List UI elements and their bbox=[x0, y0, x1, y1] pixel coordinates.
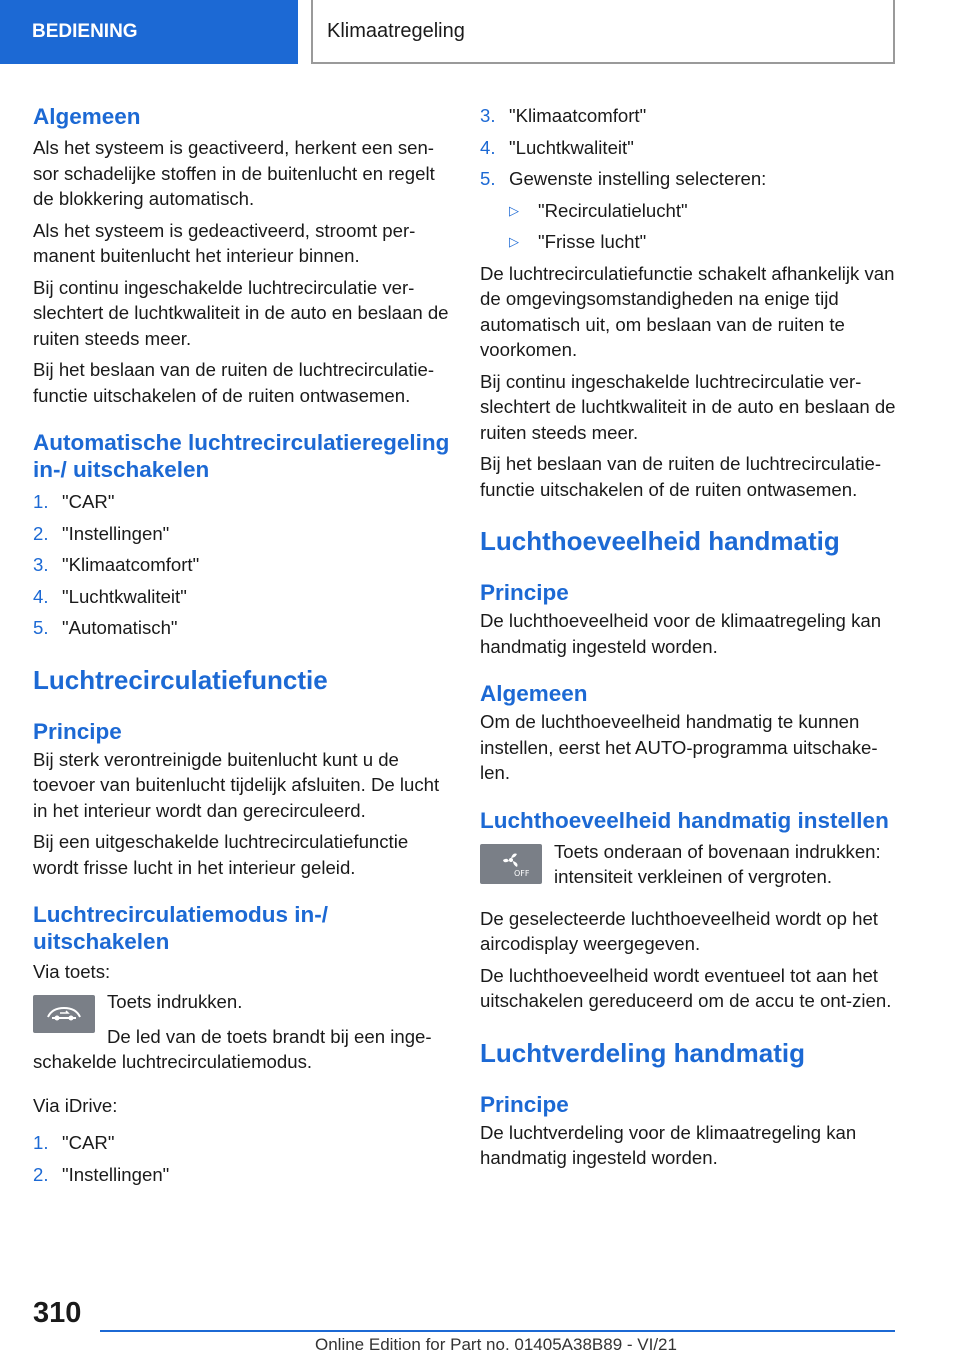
list-number: 1. bbox=[33, 491, 49, 512]
paragraph: Via iDrive: bbox=[33, 1094, 118, 1116]
paragraph: De luchtrecirculatiefunctie schakelt afhankelijk van de omgevingsomstandigheden na enige tijd automatisch uit, om beslaan van de ruiten te voorkomen. bbox=[480, 262, 895, 360]
heading-automatische: Automatische luchtrecirculatieregeling in-/ uitschakelen bbox=[33, 430, 450, 482]
key-text bbox=[554, 842, 896, 890]
steps-list bbox=[33, 489, 451, 641]
page-number: 310 bbox=[33, 1297, 82, 1329]
paragraph: Bij continu ingeschakelde luchtrecirculatie ver-slechtert de luchtkwaliteit in de auto en beslaan de ruiten steeds meer. bbox=[480, 370, 896, 443]
heading-principe: Principe bbox=[480, 1091, 569, 1117]
left-column bbox=[33, 100, 451, 1187]
triangle-bullet-icon: ▷ bbox=[509, 234, 519, 249]
list-text: "Frisse lucht" bbox=[538, 231, 647, 252]
right-column bbox=[480, 100, 896, 1171]
paragraph: Om de luchthoeveelheid handmatig te kunnen instellen, eerst het AUTO-programma uitschake-len. bbox=[480, 711, 878, 783]
sub-list-item bbox=[509, 229, 896, 255]
steps-list bbox=[33, 1130, 451, 1187]
list-item bbox=[480, 103, 896, 129]
paragraph: Bij sterk verontreinigde buitenlucht kunt u de toevoer van buitenlucht tijdelijk afsluiten. De lucht in het interieur wordt dan gerecirculeerd. bbox=[33, 748, 440, 821]
list-text: "CAR" bbox=[62, 491, 115, 512]
list-number: 3. bbox=[33, 554, 49, 575]
paragraph: De luchtverdeling voor de klimaatregeling kan handmatig ingesteld worden. bbox=[480, 1121, 857, 1168]
key-off-label: OFF bbox=[514, 868, 530, 878]
paragraph: Als het systeem is gedeactiveerd, stroomt per-manent buitenlucht het interieur binnen. bbox=[33, 219, 416, 266]
list-number: 2. bbox=[33, 522, 49, 544]
footer-edition: Online Edition for Part no. 01405A38B89 - VI/21 bbox=[315, 1335, 677, 1354]
heading-instellen: Luchthoeveelheid handmatig instellen bbox=[480, 807, 889, 833]
paragraph: Via toets: bbox=[33, 961, 111, 982]
list-item bbox=[33, 521, 451, 547]
heading-luchthoeveelheid: Luchthoeveelheid handmatig bbox=[480, 526, 840, 556]
paragraph: Bij het beslaan van de ruiten de luchtrecirculatie-functie uitschakelen of de ruiten ontwasemen. bbox=[33, 359, 435, 406]
paragraph: De luchthoeveelheid voor de klimaatregeling kan handmatig ingesteld worden. bbox=[480, 610, 882, 657]
list-number: 5. bbox=[480, 168, 496, 189]
list-item bbox=[33, 1130, 451, 1156]
list-text: "Instellingen" bbox=[62, 1163, 170, 1185]
list-text: "Klimaatcomfort" bbox=[62, 554, 200, 575]
list-text: "Klimaatcomfort" bbox=[509, 105, 647, 126]
list-item bbox=[33, 1162, 451, 1188]
heading-principe: Principe bbox=[480, 580, 569, 605]
list-number: 1. bbox=[33, 1132, 49, 1153]
list-number: 4. bbox=[33, 585, 49, 607]
heading-principe: Principe bbox=[33, 718, 122, 744]
heading-luchtrecirculatiefunctie: Luchtrecirculatiefunctie bbox=[33, 664, 328, 695]
sub-list-item bbox=[509, 198, 896, 224]
steps-list bbox=[480, 103, 896, 255]
list-item bbox=[33, 584, 451, 610]
list-text: "Luchtkwaliteit" bbox=[509, 136, 634, 158]
paragraph: De luchthoeveelheid wordt eventueel tot aan het uitschakelen gereduceerd om de accu te ont-zien. bbox=[480, 964, 892, 1011]
paragraph: Bij het beslaan van de ruiten de luchtrecirculatie-functie uitschakelen of de ruiten ontwasemen. bbox=[480, 453, 882, 500]
list-text: Gewenste instelling selecteren: bbox=[509, 168, 767, 189]
chapter-header bbox=[311, 0, 895, 64]
list-text: "Luchtkwaliteit" bbox=[62, 585, 187, 607]
heading-algemeen: Algemeen bbox=[480, 681, 588, 706]
triangle-bullet-icon: ▷ bbox=[509, 202, 519, 218]
paragraph: Toets indrukken. bbox=[107, 990, 243, 1012]
list-item bbox=[33, 615, 451, 641]
list-number: 3. bbox=[480, 105, 496, 126]
heading-algemeen: Algemeen bbox=[33, 104, 141, 129]
list-text: "Instellingen" bbox=[62, 522, 170, 544]
paragraph: Bij een uitgeschakelde luchtrecirculatiefunctie wordt frisse lucht in het interieur geleid. bbox=[33, 831, 409, 878]
paragraph: Bij continu ingeschakelde luchtrecirculatie ver-slechtert de luchtkwaliteit in de auto en beslaan de ruiten steeds meer. bbox=[33, 276, 449, 349]
key-text bbox=[107, 990, 451, 1015]
list-text: "CAR" bbox=[62, 1132, 115, 1153]
fan-off-button-icon bbox=[480, 844, 542, 884]
footer-divider bbox=[100, 1330, 895, 1332]
list-number: 4. bbox=[480, 136, 496, 158]
list-text: "Recirculatielucht" bbox=[538, 199, 688, 221]
recirculation-button-icon bbox=[33, 995, 95, 1033]
list-item bbox=[480, 135, 896, 161]
paragraph: Toets onderaan of bovenaan indrukken: intensiteit verkleinen of vergroten. bbox=[554, 840, 881, 887]
list-item bbox=[480, 166, 896, 192]
chapter-title: Klimaatregeling bbox=[327, 19, 465, 42]
paragraph: De geselecteerde luchthoeveelheid wordt op het aircodisplay weergegeven. bbox=[480, 907, 878, 954]
section-tab bbox=[0, 0, 298, 64]
section-title: BEDIENING bbox=[32, 21, 138, 42]
list-text: "Automatisch" bbox=[62, 617, 178, 638]
list-item bbox=[33, 552, 451, 578]
key-description bbox=[480, 842, 896, 890]
list-number: 2. bbox=[33, 1163, 49, 1185]
list-number: 5. bbox=[33, 617, 49, 638]
list-item bbox=[33, 489, 451, 515]
heading-luchtrecirculatiemodus: Luchtrecirculatiemodus in-/ uitschakelen bbox=[33, 902, 329, 954]
paragraph: De led van de toets brandt bij een inge-schakelde luchtrecirculatiemodus. bbox=[33, 1025, 432, 1072]
heading-luchtverdeling: Luchtverdeling handmatig bbox=[480, 1037, 806, 1068]
paragraph: Als het systeem is geactiveerd, herkent een sen-sor schadelijke stoffen in de buitenlucht en regelt de blokkering automatisch. bbox=[33, 137, 435, 209]
